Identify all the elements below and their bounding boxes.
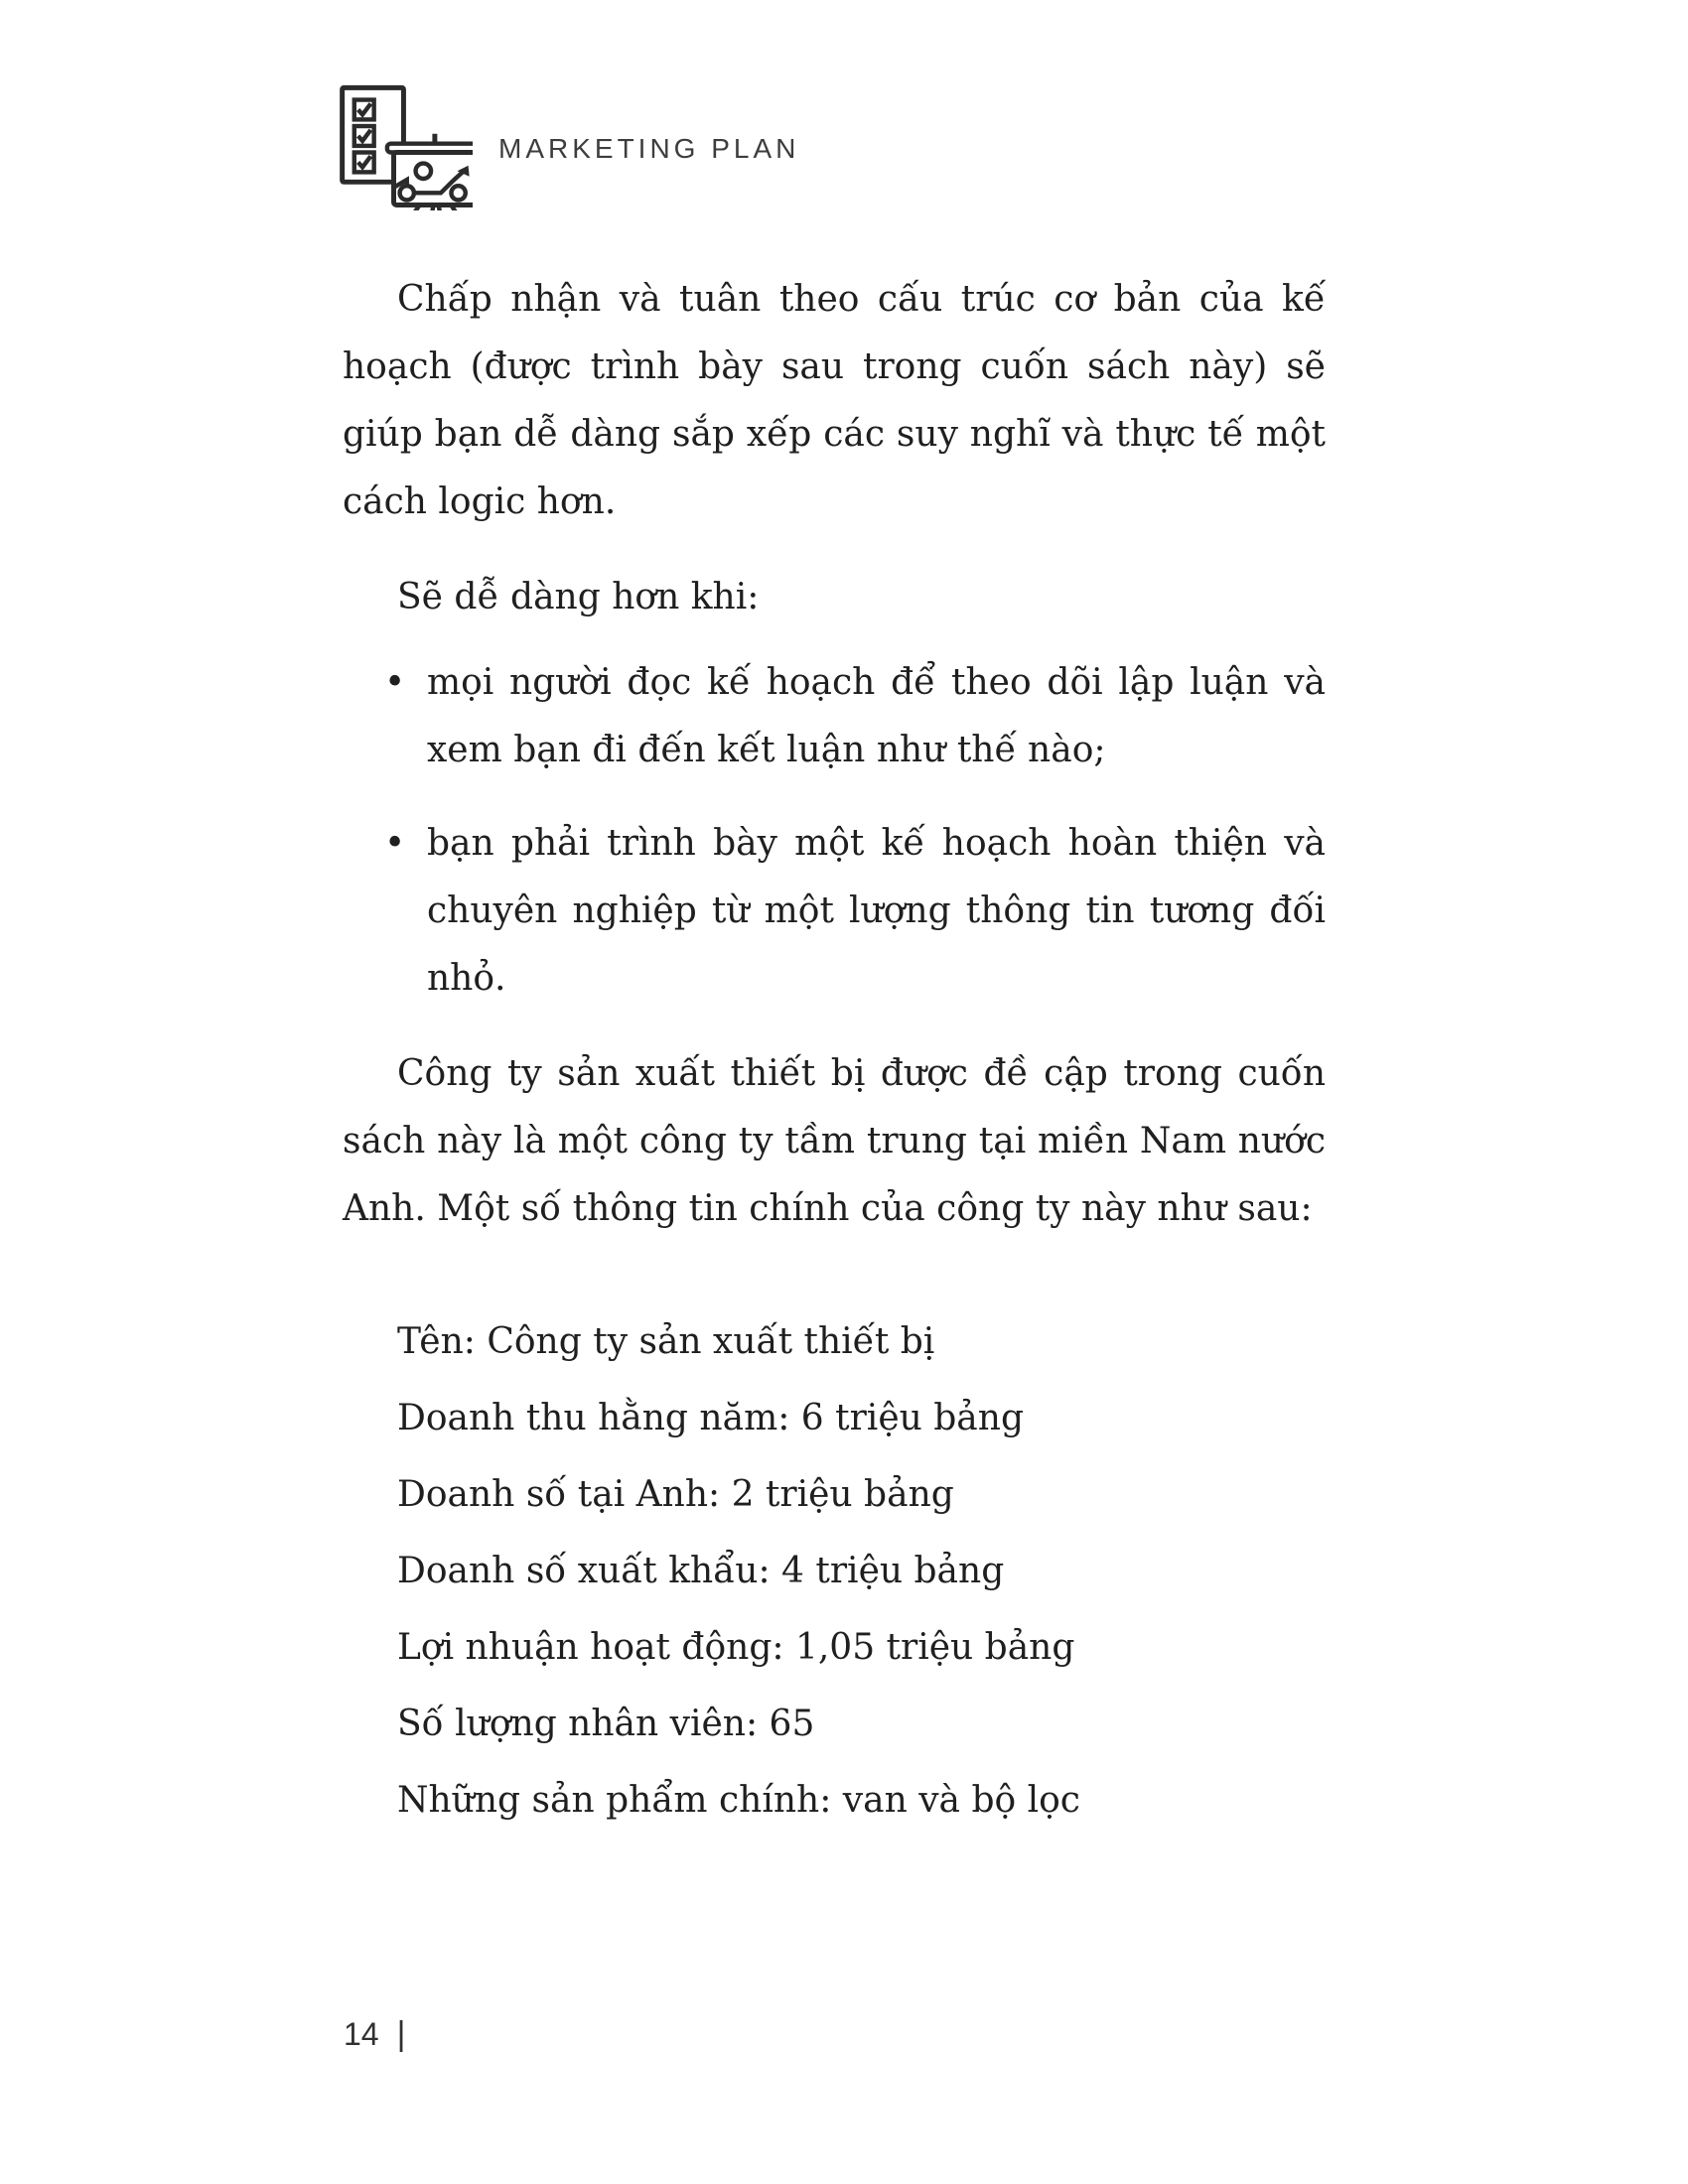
marketing-plan-easel-checklist-icon — [336, 83, 473, 210]
company-facts-list — [343, 1308, 1326, 1835]
page-header — [336, 83, 799, 210]
list-item — [343, 810, 1326, 1013]
paragraph-structure-benefit: Chấp nhận và tuân theo cấu trúc cơ bản của kế hoạch (được trình bày sau trong cuốn sách này) sẽ giúp bạn dễ dàng sắp xếp các suy nghĩ và thực tế một cách logic hơn. — [343, 279, 1326, 522]
fact-export-sales: Doanh số xuất khẩu: 4 triệu bảng — [397, 1551, 1005, 1591]
page-footer — [344, 2015, 405, 2054]
bullet-text: mọi người đọc kế hoạch để theo dõi lập luận và xem bạn đi đến kết luận như thế nào; — [427, 662, 1326, 770]
list-item — [343, 649, 1326, 784]
fact-name: Tên: Công ty sản xuất thiết bị — [397, 1321, 935, 1362]
fact-annual-revenue: Doanh thu hằng năm: 6 triệu bảng — [397, 1398, 1024, 1438]
fact-uk-sales: Doanh số tại Anh: 2 triệu bảng — [397, 1474, 954, 1515]
bullet-list — [343, 649, 1326, 1013]
page-number: 14 — [344, 2016, 379, 2052]
paragraph-bullet-intro: Sẽ dễ dàng hơn khi: — [397, 577, 760, 617]
paragraph-company-intro: Công ty sản xuất thiết bị được đề cập trong cuốn sách này là một công ty tầm trung tại miền Nam nước Anh. Một số thông tin chính của công ty này như sau: — [343, 1053, 1326, 1229]
bullet-icon: • — [384, 823, 406, 864]
folio-separator: | — [396, 2015, 406, 2053]
bullet-icon: • — [384, 662, 406, 703]
page-body — [343, 266, 1326, 1843]
bullet-text: bạn phải trình bày một kế hoạch hoàn thiện và chuyên nghiệp từ một lượng thông tin tương đối nhỏ. — [427, 823, 1326, 999]
running-header-title: MARKETING PLAN — [498, 133, 800, 164]
fact-operating-profit: Lợi nhuận hoạt động: 1,05 triệu bảng — [397, 1627, 1075, 1668]
fact-main-products: Những sản phẩm chính: van và bộ lọc — [397, 1780, 1080, 1821]
fact-employee-count: Số lượng nhân viên: 65 — [397, 1704, 815, 1744]
